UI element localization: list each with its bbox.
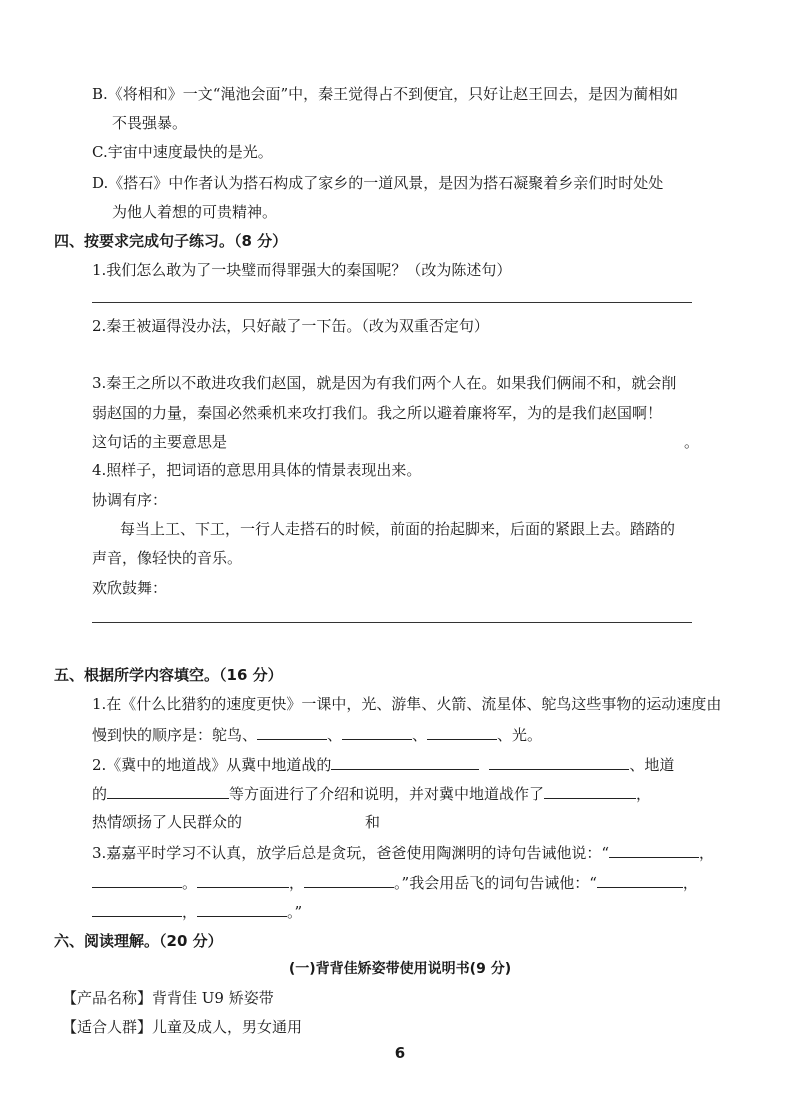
section5-q1-line2 (92, 724, 542, 745)
page-number: 6 (394, 1044, 406, 1062)
q3-blank-6[interactable] (92, 901, 182, 917)
section4-q1: 1.我们怎么敢为了一块璧而得罪强大的秦国呢？（改为陈述句） (92, 261, 512, 279)
section4-q4-example-label: 协调有序： (92, 491, 168, 509)
section5-q3-line2 (92, 872, 698, 893)
q3-comma-2: ， (682, 874, 698, 892)
q3-line1-end: ， (698, 844, 714, 862)
q3-line1-text: 3.嘉嘉平时学习不认真，放学后总是贪玩，爸爸使用陶渊明的诗句告诫他说：“ (92, 844, 609, 862)
q1-blank-1[interactable] (257, 724, 327, 740)
q2-blank-4[interactable] (544, 783, 636, 799)
section4-q3-line1: 3.秦王之所以不敢进攻我们赵国，就是因为有我们两个人在。如果我们俩闹不和，就会削 (92, 374, 677, 392)
section4-q3-line2: 弱赵国的力量，秦国必然乘机来攻打我们。我之所以避着廉将军，为的是我们赵国啊！ (92, 404, 663, 422)
q3-blank-4[interactable] (304, 872, 394, 888)
q1-line2-prefix: 慢到快的顺序是：鸵鸟、 (92, 726, 258, 744)
q2-line2-end: ， (636, 785, 652, 803)
option-b-line2: 不畏强暴。 (112, 114, 188, 132)
section5-q3-line3 (92, 901, 302, 922)
q1-line2-end: 、光。 (497, 726, 543, 744)
target-users: 【适合人群】儿童及成人，男女通用 (62, 1018, 303, 1036)
section5-q1-line1: 1.在《什么比猎豹的速度更快》一课中，光、游隼、火箭、流星体、鸵鸟这些事物的运动速度由 (92, 695, 722, 713)
q2-line1-prefix: 2.《冀中的地道战》从冀中地道战的 (92, 756, 332, 774)
section4-q4-example-line1: 每当上工、下工，一行人走搭石的时候，前面的抬起脚来，后面的紧跟上去。踏踏的 (120, 520, 676, 538)
q2-line1-end: 、地道 (629, 756, 675, 774)
q2-blank-3[interactable] (107, 783, 229, 799)
option-c: C.宇宙中速度最快的是光。 (92, 143, 273, 161)
section6-subtitle: (一)背背佳矫姿带使用说明书(9 分) (288, 961, 512, 977)
section4-q3-line3: 这句话的主要意思是 (92, 433, 228, 451)
section4-q4-task-label: 欢欣鼓舞： (92, 579, 168, 597)
section4-q1-answer-line[interactable] (92, 302, 692, 303)
q3-period-1: 。 (182, 874, 198, 892)
q3-blank-5[interactable] (597, 872, 683, 888)
q1-sep-1: 、 (327, 726, 343, 744)
option-b-line1: B.《将相和》一文“渑池会面”中，秦王觉得占不到便宜，只好让赵王回去，是因为蔺相如 (92, 85, 679, 103)
section5-q2-line1 (92, 754, 674, 775)
q2-line2-prefix: 的 (92, 785, 108, 803)
section5-heading: 五、根据所学内容填空。（16 分） (54, 666, 283, 684)
section5-q2-line3-he: 和 (365, 813, 381, 831)
q3-comma-1: ， (289, 874, 305, 892)
q1-blank-3[interactable] (427, 724, 497, 740)
q3-blank-3[interactable] (197, 872, 289, 888)
section6-heading: 六、阅读理解。（20 分） (54, 932, 223, 950)
q3-comma-3: ， (182, 903, 198, 921)
q1-blank-2[interactable] (342, 724, 412, 740)
option-d-line1: D.《搭石》中作者认为搭石构成了家乡的一道风景，是因为搭石凝聚着乡亲们时时处处 (92, 174, 664, 192)
q3-line3-end: 。” (287, 903, 303, 921)
section4-q4-answer-line[interactable] (92, 622, 692, 623)
section4-q2: 2.秦王被逼得没办法，只好敲了一下缶。（改为双重否定句） (92, 317, 489, 335)
q1-sep-2: 、 (412, 726, 428, 744)
q2-blank-2[interactable] (489, 754, 629, 770)
section5-q2-line2 (92, 783, 651, 804)
section4-q3-end-mark: 。 (684, 433, 700, 451)
q3-blank-1[interactable] (609, 842, 699, 858)
option-d-line2: 为他人着想的可贵精神。 (112, 203, 278, 221)
section5-q2-line3-start: 热情颂扬了人民群众的 (92, 813, 243, 831)
section4-q4: 4.照样子，把词语的意思用具体的情景表现出来。 (92, 461, 422, 479)
product-name: 【产品名称】背背佳 U9 矫姿带 (62, 989, 274, 1007)
section4-heading: 四、按要求完成句子练习。（8 分） (54, 232, 288, 250)
section5-q3-line1 (92, 842, 714, 863)
q3-blank-2[interactable] (92, 872, 182, 888)
q2-line2-mid: 等方面进行了介绍和说明，并对冀中地道战作了 (229, 785, 545, 803)
q3-blank-7[interactable] (197, 901, 287, 917)
q2-blank-1[interactable] (331, 754, 479, 770)
section4-q4-example-line2: 声音，像轻快的音乐。 (92, 549, 243, 567)
q3-line2-end: 。”我会用岳飞的词句告诫他：“ (394, 874, 597, 892)
